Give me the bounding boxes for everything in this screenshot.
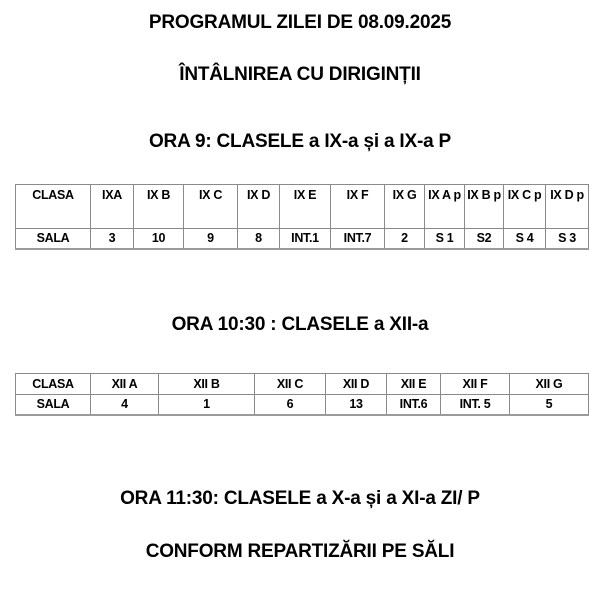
room-cell: S 3 bbox=[546, 229, 589, 250]
page-subtitle: ÎNTÂLNIREA CU DIRIGINȚII bbox=[179, 64, 421, 85]
room-cell: INT.7 bbox=[331, 229, 385, 250]
room-cell: S 4 bbox=[504, 229, 546, 250]
room-cell: 13 bbox=[326, 395, 387, 416]
class-cell: XII E bbox=[387, 374, 441, 395]
class-cell: IX B bbox=[134, 185, 184, 229]
class-cell: XII D bbox=[326, 374, 387, 395]
room-cell: 10 bbox=[134, 229, 184, 250]
row-label-clasa: CLASA bbox=[16, 185, 91, 229]
class-cell: IX G bbox=[385, 185, 425, 229]
class-cell: XII C bbox=[255, 374, 326, 395]
table-row-clasa bbox=[16, 185, 589, 229]
class-cell: IX F bbox=[331, 185, 385, 229]
section-heading-ora-11-30: ORA 11:30: CLASELE a X-a și a XI-a ZI/ P bbox=[120, 488, 480, 509]
schedule-table-ora-10-30 bbox=[15, 373, 589, 416]
row-label-clasa: CLASA bbox=[16, 374, 91, 395]
class-cell: IX D bbox=[238, 185, 280, 229]
room-cell: 2 bbox=[385, 229, 425, 250]
class-cell: XII A bbox=[91, 374, 159, 395]
room-cell: 3 bbox=[91, 229, 134, 250]
room-cell: 1 bbox=[159, 395, 255, 416]
table-row-sala bbox=[16, 395, 589, 416]
table-row-clasa bbox=[16, 374, 589, 395]
footer-note: CONFORM REPARTIZĂRII PE SĂLI bbox=[145, 541, 455, 562]
room-cell: S 1 bbox=[425, 229, 465, 250]
room-cell: INT. 5 bbox=[441, 395, 510, 416]
class-cell: XII F bbox=[441, 374, 510, 395]
room-cell: 5 bbox=[510, 395, 589, 416]
page-title: PROGRAMUL ZILEI DE 08.09.2025 bbox=[148, 12, 452, 33]
room-cell: S2 bbox=[465, 229, 504, 250]
class-cell: XII G bbox=[510, 374, 589, 395]
row-label-sala: SALA bbox=[16, 395, 91, 416]
room-cell: INT.6 bbox=[387, 395, 441, 416]
room-cell: 9 bbox=[184, 229, 238, 250]
room-cell: 8 bbox=[238, 229, 280, 250]
section-heading-ora-9: ORA 9: CLASELE a IX-a și a IX-a P bbox=[148, 131, 452, 152]
class-cell: IX A p bbox=[425, 185, 465, 229]
class-cell: IX D p bbox=[546, 185, 589, 229]
class-cell: IX E bbox=[280, 185, 331, 229]
room-cell: 4 bbox=[91, 395, 159, 416]
room-cell: INT.1 bbox=[280, 229, 331, 250]
class-cell: IX C p bbox=[504, 185, 546, 229]
schedule-table-ora-9 bbox=[15, 184, 589, 250]
class-cell: XII B bbox=[159, 374, 255, 395]
class-cell: IXA bbox=[91, 185, 134, 229]
table-row-sala bbox=[16, 229, 589, 250]
class-cell: IX C bbox=[184, 185, 238, 229]
section-heading-ora-10-30: ORA 10:30 : CLASELE a XII-a bbox=[171, 314, 429, 335]
room-cell: 6 bbox=[255, 395, 326, 416]
class-cell: IX B p bbox=[465, 185, 504, 229]
row-label-sala: SALA bbox=[16, 229, 91, 250]
